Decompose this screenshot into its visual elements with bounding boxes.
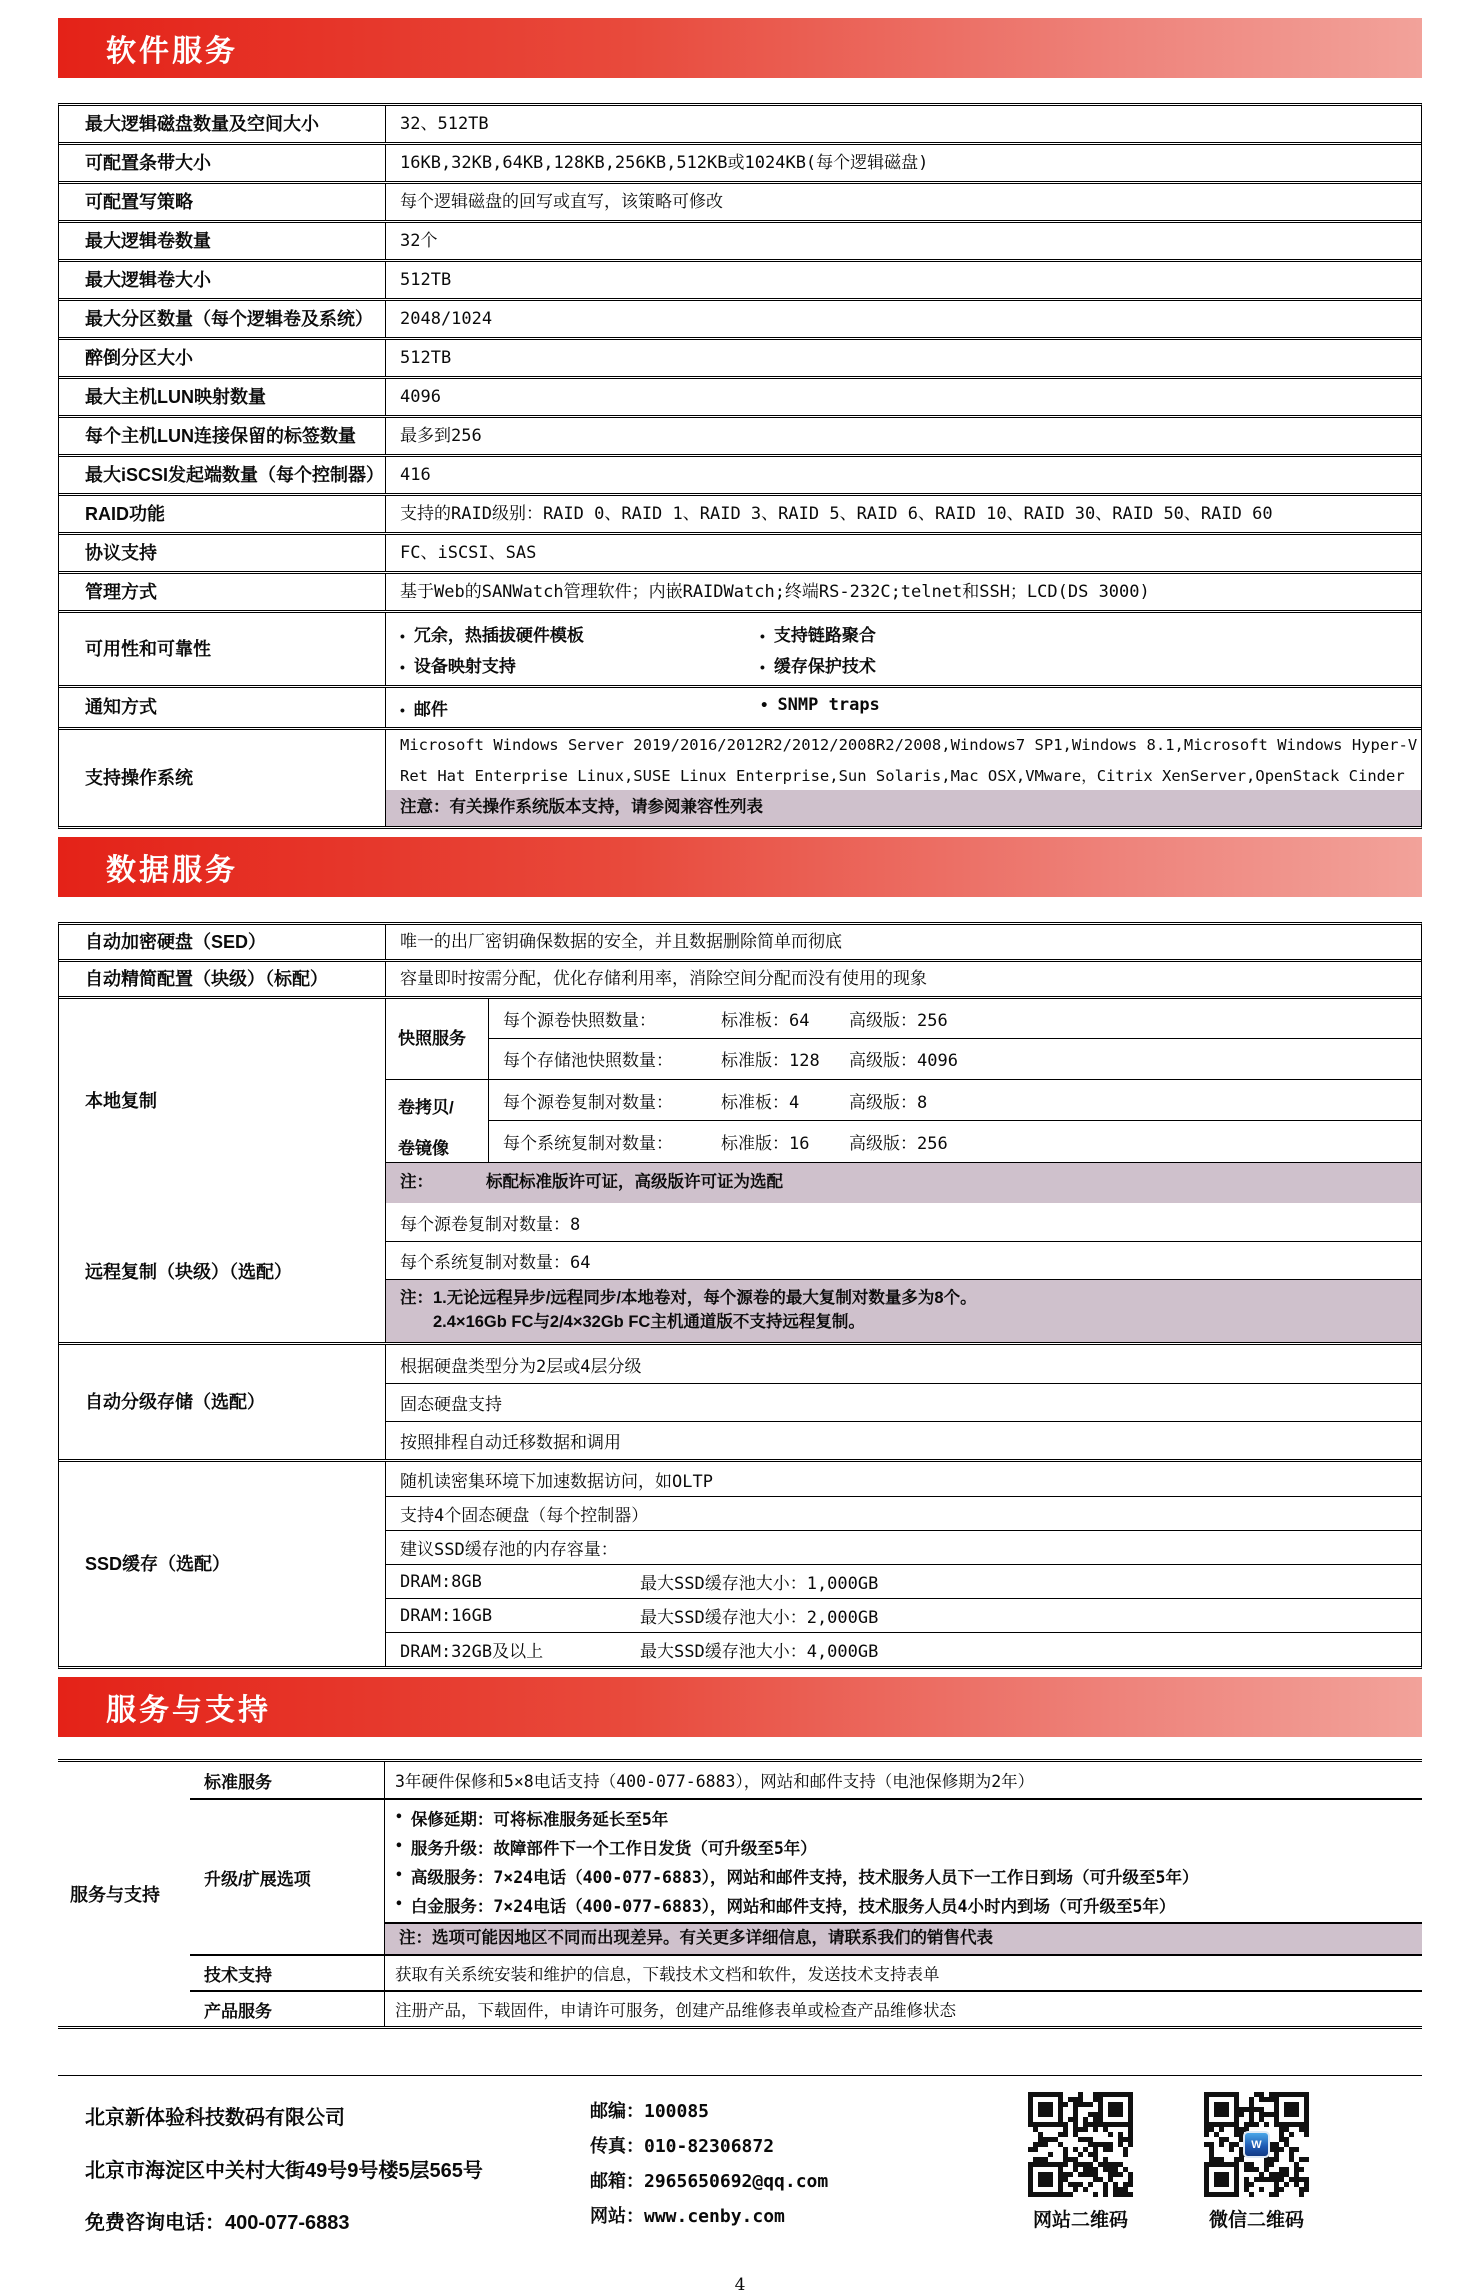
spec-label: 本地复制: [59, 999, 386, 1203]
spec-table-support: [58, 1759, 1422, 2029]
spec-row-sed: [59, 925, 1421, 959]
metric-standard: 标准版：16: [721, 1134, 810, 1155]
spec-label: 最大逻辑磁盘数量及空间大小: [59, 106, 386, 142]
spec-value: 2048/1024: [400, 308, 493, 329]
spec-value: 512TB: [400, 269, 452, 290]
spec-row: [59, 571, 1421, 610]
note-bar: [386, 1279, 1421, 1342]
upgrade-bullet: • 高级服务：7×24电话（400-077-6883），网站和邮件支持，技术服务人员下一工作日到场（可升级至5年）: [385, 1861, 1422, 1890]
spec-row: [59, 415, 1421, 454]
metric-advanced: 高级版：256: [849, 1010, 948, 1031]
bullet-item: • 缓存保护技术: [760, 652, 1421, 677]
spec-value: 每个逻辑磁盘的回写或直写，该策略可修改: [400, 191, 723, 212]
metric-name: 每个存储池快照数量：: [503, 1051, 673, 1072]
section-banner-support: [58, 1677, 1422, 1737]
ssd-dram-line: [386, 1632, 1421, 1666]
sub-label-tech-support: 技术支持: [190, 1954, 385, 1990]
os-line: Microsoft Windows Server 2019/2016/2012R2/2012/2008R2/2008,Windows7 SP1,Windows 8.1,Microsoft Windows Hyper-V: [400, 736, 1418, 754]
metric-advanced: 高级版：256: [849, 1134, 948, 1155]
spec-label: 通知方式: [59, 688, 386, 727]
spec-label: 协议支持: [59, 535, 386, 571]
note-bar: 注：选项可能因地区不同而出现差异。有关更多详细信息，请联系我们的销售代表: [385, 1922, 1422, 1954]
section-banner-data: [58, 837, 1422, 897]
spec-label: 每个主机LUN连接保留的标签数量: [59, 418, 386, 454]
note-bar: [386, 1163, 1421, 1203]
spec-label: 最大逻辑卷数量: [59, 223, 386, 259]
note-line: 2.4×16Gb FC与2/4×32Gb FC主机通道版不支持远程复制。: [433, 1313, 865, 1332]
metric-standard: 标准板：4: [721, 1092, 800, 1113]
company-hotline: 免费咨询电话：400-077-6883: [85, 2211, 350, 2234]
spec-label: 最大主机LUN映射数量: [59, 379, 386, 415]
spec-row-auto-tiering: [59, 1342, 1421, 1459]
qr-wechat-block: [1204, 2092, 1309, 2249]
spec-row: [59, 454, 1421, 493]
section-title-software: 软件服务: [106, 35, 238, 68]
spec-label: 支持操作系统: [59, 730, 386, 826]
spec-row: [59, 142, 1421, 181]
spec-label: 最大逻辑卷大小: [59, 262, 386, 298]
website-url: 网站：www.cenby.com: [590, 2206, 785, 2228]
metric-advanced: 高级版：8: [849, 1092, 928, 1113]
spec-label: 远程复制（块级）（选配）: [59, 1203, 386, 1342]
footer-company-block: [85, 2092, 590, 2249]
sub-label-line: 卷镜像: [398, 1139, 449, 1159]
spec-label: 最大iSCSI发起端数量（每个控制器）: [59, 457, 386, 493]
bullet-item: • 设备映射支持: [400, 652, 760, 677]
availability-bullets: [386, 613, 1421, 685]
spec-row: [59, 376, 1421, 415]
spec-value: 唯一的出厂密钥确保数据的安全，并且数据删除简单而彻底: [400, 931, 842, 952]
spec-row: [59, 493, 1421, 532]
bullet-item: • 冗余，热插拔硬件模板: [400, 621, 760, 646]
sub-label-line: 卷拷贝/: [398, 1097, 454, 1117]
ssd-line: 随机读密集环境下加速数据访问，如OLTP: [400, 1471, 713, 1492]
snapshot-line: [489, 999, 1421, 1039]
dram-max: 最大SSD缓存池大小：4,000GB: [640, 1642, 879, 1663]
spec-row-local-replication: [59, 996, 1421, 1203]
spec-label: 最大分区数量（每个逻辑卷及系统）: [59, 301, 386, 337]
dram-max: 最大SSD缓存池大小：1,000GB: [640, 1574, 879, 1595]
spec-label: RAID功能: [59, 496, 386, 532]
metric-standard: 标准版：128: [721, 1051, 820, 1072]
section-banner-software: [58, 18, 1422, 78]
spec-label: 可用性和可靠性: [59, 613, 386, 685]
metric-name: 每个系统复制对数量：: [503, 1134, 673, 1155]
spec-row-notification: [59, 685, 1421, 727]
upgrade-bullet: • 保修延期：可将标准服务延长至5年: [385, 1803, 1422, 1832]
spec-value: 512TB: [400, 347, 452, 368]
sub-label-upgrade-options: 升级/扩展选项: [190, 1798, 385, 1954]
spec-row-thin: [59, 959, 1421, 996]
qr-code-wechat: [1204, 2092, 1309, 2197]
footer-contact-block: [590, 2092, 970, 2249]
tiering-value: [386, 1345, 1421, 1459]
qr-codes: [1028, 2092, 1309, 2249]
section-title-support: 服务与支持: [106, 1694, 271, 1728]
spec-row-ssd-cache: [59, 1459, 1421, 1666]
spec-label: 可配置条带大小: [59, 145, 386, 181]
sub-label-volume-copy: [386, 1079, 489, 1163]
snapshot-line: [489, 1039, 1421, 1079]
email-address: 邮箱：2965650692@qq.com: [590, 2171, 829, 2193]
sub-label-snapshot: 快照服务: [386, 999, 489, 1079]
page-number: 4: [734, 2275, 746, 2295]
spec-row-remote-replication: [59, 1203, 1421, 1342]
spec-label: 可配置写策略: [59, 184, 386, 220]
spec-table-data: [58, 922, 1422, 1669]
support-outer-label: 服务与支持: [70, 1885, 160, 1906]
spec-row: [59, 337, 1421, 376]
metric-name: 每个源卷复制对数量：: [503, 1092, 673, 1113]
tiering-line: 按照排程自动迁移数据和调用: [386, 1421, 1421, 1459]
spec-label: SSD缓存（选配）: [59, 1462, 386, 1666]
spec-row-os: [59, 727, 1421, 826]
metric-name: 每个源卷快照数量：: [503, 1010, 656, 1031]
note-line: 注：1.无论远程异步/远程同步/本地卷对，每个源卷的最大复制对数量多为8个。: [400, 1289, 977, 1308]
tiering-line: 根据硬盘类型分为2层或4层分级: [400, 1356, 642, 1377]
spec-row-availability: [59, 610, 1421, 685]
qr-website-label: 网站二维码: [1032, 2210, 1128, 2232]
spec-label: 自动精简配置（块级）（标配）: [59, 962, 386, 996]
metric-advanced: 高级版：4096: [849, 1051, 958, 1072]
bullet-item: • SNMP traps: [760, 695, 1421, 720]
spec-value: 32个: [400, 230, 438, 251]
dram-size: DRAM:16GB: [400, 1605, 493, 1626]
os-value: [386, 730, 1421, 826]
spec-row: [59, 220, 1421, 259]
fax-number: 传真：010-82306872: [590, 2136, 775, 2158]
spec-label: 自动加密硬盘（SED）: [59, 925, 386, 959]
sub-label-standard-service: 标准服务: [190, 1762, 385, 1798]
qr-wechat-label: 微信二维码: [1208, 2210, 1304, 2232]
bullet-item: • 邮件: [400, 695, 760, 720]
remote-line: 每个系统复制对数量：64: [386, 1241, 1421, 1279]
copy-line: [489, 1079, 1421, 1121]
support-value: 获取有关系统安装和维护的信息，下载技术文档和软件，发送技术支持表单: [385, 1954, 1422, 1990]
upgrade-bullet: • 服务升级：故障部件下一个工作日发货（可升级至5年）: [385, 1832, 1422, 1861]
spec-row: [59, 181, 1421, 220]
postal-code: 邮编：100085: [590, 2101, 710, 2123]
spec-value: 416: [400, 464, 431, 485]
remote-line: 每个源卷复制对数量：8: [400, 1214, 581, 1235]
copy-line: [489, 1121, 1421, 1163]
spec-row: [59, 532, 1421, 571]
spec-value: 容量即时按需分配，优化存储利用率，消除空间分配而没有使用的现象: [400, 968, 927, 989]
upgrade-bullet: • 白金服务：7×24电话（400-077-6883），网站和邮件支持，技术服务人员4小时内到场（可升级至5年）: [385, 1890, 1422, 1919]
spec-value: 支持的RAID级别：RAID 0、RAID 1、RAID 3、RAID 5、RAID 6、RAID 10、RAID 30、RAID 50、RAID 60: [400, 503, 1273, 524]
support-value: 3年硬件保修和5×8电话支持（400-077-6883），网站和邮件支持（电池保修期为2年）: [395, 1772, 1035, 1792]
spec-value: 4096: [400, 386, 441, 407]
company-address: 北京市海淀区中关村大街49号9号楼5层565号: [85, 2159, 483, 2182]
support-value: 注册产品，下载固件，申请许可服务，创建产品维修表单或检查产品维修状态: [385, 1990, 1422, 2026]
ssd-dram-line: [386, 1598, 1421, 1632]
dram-size: DRAM:8GB: [400, 1571, 482, 1592]
spec-table-software: [58, 103, 1422, 829]
spec-label: 管理方式: [59, 574, 386, 610]
spec-label: 自动分级存储（选配）: [59, 1345, 386, 1459]
upgrade-options: [385, 1798, 1422, 1954]
os-line: Ret Hat Enterprise Linux,SUSE Linux Enterprise,Sun Solaris,Mac OSX,VMware，Citrix XenServer,OpenStack Cinder: [400, 767, 1405, 785]
note-text: 标配标准版许可证，高级版许可证为选配: [486, 1173, 783, 1192]
ssd-line: 建议SSD缓存池的内存容量：: [386, 1530, 1421, 1564]
dram-size: DRAM:32GB及以上: [400, 1642, 544, 1663]
qr-code-website: [1028, 2092, 1133, 2197]
spec-value: 最多到256: [400, 425, 482, 446]
note-bar: 注意：有关操作系统版本支持，请参阅兼容性列表: [386, 790, 1421, 826]
qr-website-block: [1028, 2092, 1133, 2249]
footer: [58, 2076, 1422, 2249]
spec-value: FC、iSCSI、SAS: [400, 542, 537, 563]
spec-row: [59, 259, 1421, 298]
company-name: 北京新体验科技数码有限公司: [85, 2107, 345, 2130]
ssd-line: 支持4个固态硬盘（每个控制器）: [386, 1496, 1421, 1530]
spec-label: 醉倒分区大小: [59, 340, 386, 376]
bullet-item: • 支持链路聚合: [760, 621, 1421, 646]
dram-max: 最大SSD缓存池大小：2,000GB: [640, 1608, 879, 1629]
tiering-line: 固态硬盘支持: [386, 1383, 1421, 1421]
spec-row: [59, 106, 1421, 142]
spec-value: 基于Web的SANWatch管理软件；内嵌RAIDWatch;终端RS-232C;telnet和SSH；LCD(DS 3000): [400, 581, 1150, 602]
note-prefix: 注：: [400, 1173, 433, 1192]
section-title-data: 数据服务: [106, 853, 238, 887]
notification-bullets: [386, 688, 1421, 727]
metric-standard: 标准板：64: [721, 1010, 810, 1031]
spec-row: [59, 298, 1421, 337]
spec-value: 16KB,32KB,64KB,128KB,256KB,512KB或1024KB(每个逻辑磁盘): [400, 152, 929, 173]
ssd-dram-line: [386, 1564, 1421, 1598]
spec-value: 32、512TB: [400, 113, 489, 134]
sub-label-product-service: 产品服务: [190, 1990, 385, 2026]
remote-value: [386, 1203, 1421, 1342]
ssd-value: [386, 1462, 1421, 1666]
wechat-logo: W: [1243, 2131, 1270, 2158]
